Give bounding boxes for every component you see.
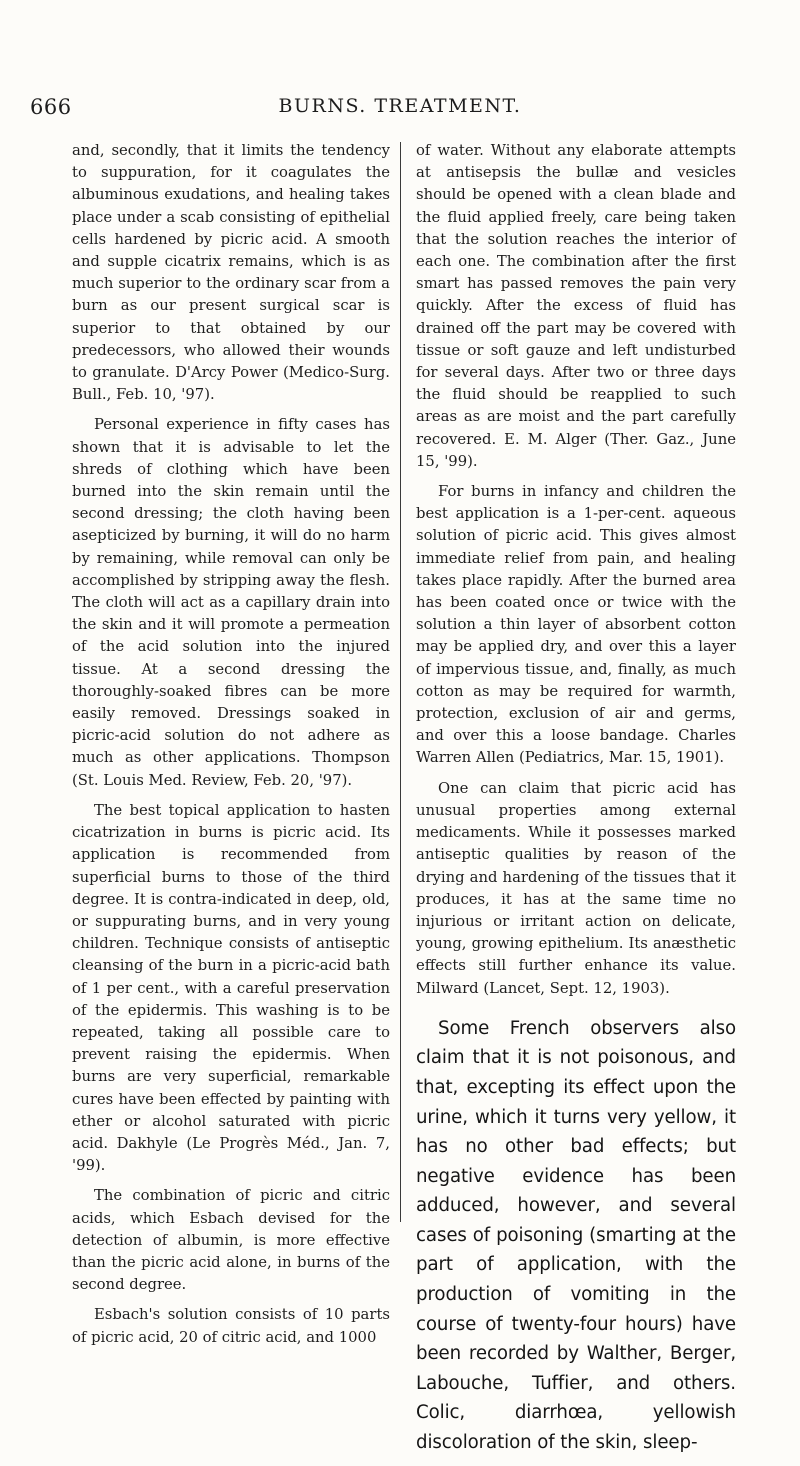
paragraph: For burns in infancy and children the best application is a 1-per-cent. aqueous solution of picric acid. This gives almost immediate relief from pain, and healing takes place rapidly. After the burned area has been coated once or twice with the solution a thin layer of absorbent cotton may be applied dry, and over this a layer of impervious tissue, and, finally, as much cotton as may be required for warmth, protection, exclusion of air and germs, and over this a loose bandage. Charles Warren Allen (Pediatrics, Mar. 15, 1901). <box>416 483 736 767</box>
paragraph: Esbach's solution consists of 10 parts of picric acid, 20 of citric acid, and 1000 <box>72 1306 390 1346</box>
paragraph: The best topical application to hasten cicatrization in burns is picric acid. Its application is recommended from superficial burns to those of the third degree. It is contra-indicated in deep, old, or suppurating burns, and in very young children. Technique consists of antiseptic cleansing of the burn in a picric-acid bath of 1 per cent., with a careful preservation of the epidermis. This washing is to be repeated, taking all possible care to prevent raising the epidermis. When burns are very superficial, remarkable cures have been effected by painting with ether or alcohol saturated with picric acid. Dakhyle (Le Progrès Méd., Jan. 7, '99). <box>72 801 390 1175</box>
paragraph: and, secondly, that it limits the tendency to suppuration, for it coagulates the albuminous exudations, and healing takes place under a scab consisting of epithelial cells hardened by picric acid. A smooth and supple cicatrix remains, which is as much superior to the ordinary scar from a burn as our present surgical scar is superior to that obtained by our predecessors, who allowed their wounds to granulate. D'Arcy Power (Medico-Surg. Bull., Feb. 10, '97). <box>72 142 390 404</box>
paragraph: Personal experience in fifty cases has shown that it is advisable to let the shreds of clothing which have been burned into the skin remain until the second dressing; the cloth having been asepticized by burning, it will do no harm by remaining, while removal can only be accomplished by stripping away the flesh. The cloth will act as a capillary drain into the skin and it will promote a permeation of the acid solution into the injured tissue. At a second dressing the thoroughly-soaked fibres can be more easily removed. Dressings soaked in picric-acid solution do not adhere as much as other applications. Thompson (St. Louis Med. Review, Feb. 20, '97). <box>72 416 390 789</box>
running-title: BURNS. TREATMENT. <box>278 95 522 117</box>
paragraph: of water. Without any elaborate attempts at antisepsis the bullæ and vesicles should be opened with a clean blade and the fluid applied freely, care being taken that the solution reaches the interior of each one. The combination after the first smart has passed removes the pain very quickly. After the excess of fluid has drained off the part may be covered with tissue or soft gauze and left undisturbed for several days. After two or three days the fluid should be reapplied to such areas as are moist and the part carefully recovered. E. M. Alger (Ther. Gaz., June 15, '99). <box>416 142 736 470</box>
paragraph: The combination of picric and citric acids, which Esbach devised for the detection of albumin, is more effective than the picric acid alone, in burns of the second degree. <box>72 1187 390 1294</box>
page-number: 666 <box>30 95 72 119</box>
column-divider <box>400 142 401 1222</box>
left-column <box>72 140 390 1357</box>
right-column <box>416 140 736 1466</box>
large-print-paragraph: Some French observers also claim that it is not poisonous, and that, excepting its effect upon the urine, which it turns very yellow, it has no other bad effects; but negative evidence has been adduced, however, and several cases of poisoning (smarting at the part of application, with the production of vomiting in the course of twenty-four hours) have been recorded by Walther, Berger, Labouche, Tuffier, and others. Colic, diarrhœa, yellowish discoloration of the skin, sleep- <box>416 1017 736 1454</box>
paragraph: One can claim that picric acid has unusual properties among external medicaments. While it possesses marked antiseptic qualities by reason of the drying and hardening of the tissues that it produces, it has at the same time no injurious or irritant action on delicate, young, growing epithelium. Its anæsthetic effects still further enhance its value. Milward (Lancet, Sept. 12, 1903). <box>416 779 736 997</box>
